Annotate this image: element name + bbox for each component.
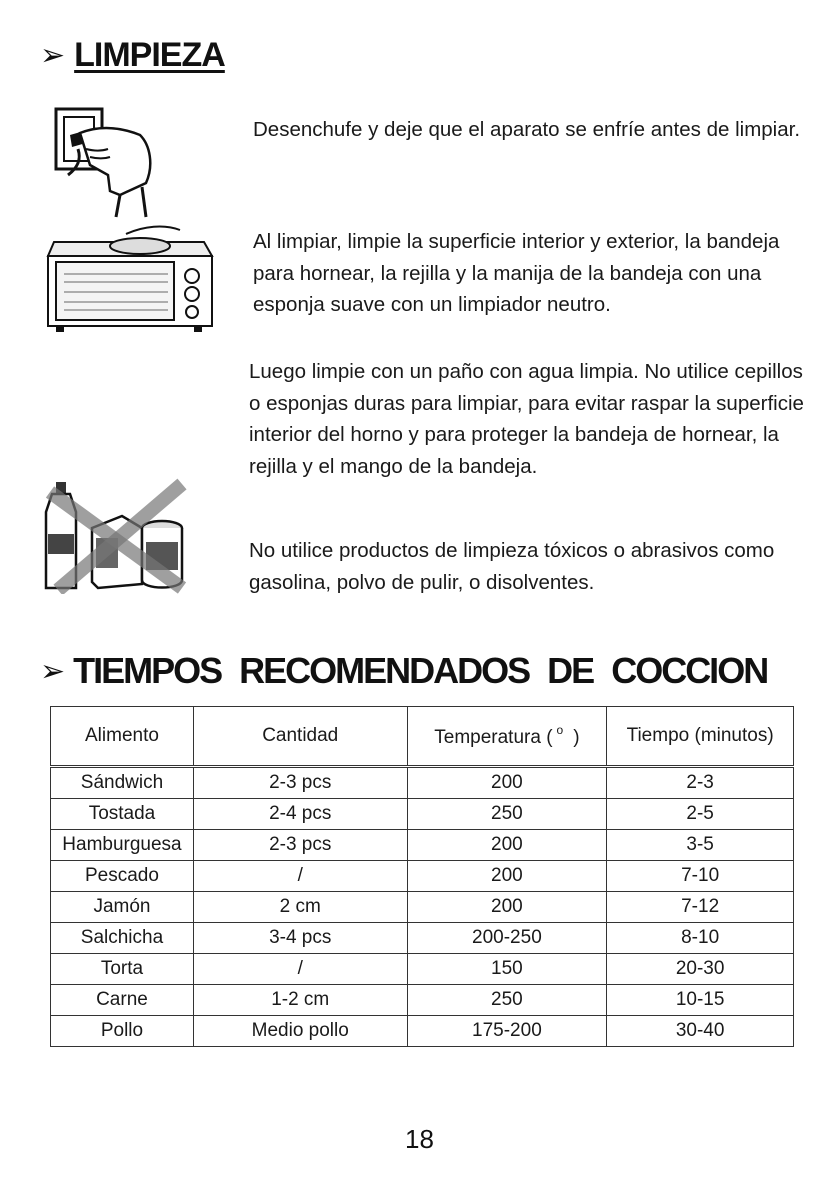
cell-temperature: 200 xyxy=(407,861,607,892)
cell-temperature: 200 xyxy=(407,892,607,923)
cell-food: Tostada xyxy=(51,799,194,830)
table-row xyxy=(51,1016,794,1047)
cell-time: 7-12 xyxy=(607,892,794,923)
instruction-rinse: Luego limpie con un paño con agua limpia. No utilice cepillos o esponjas duras para limpiar, para evitar raspar la superficie interior del horno y para proteger la bandeja de hornear, la rejilla y el mango de la bandeja. xyxy=(249,360,804,478)
cooking-times-table xyxy=(50,706,794,1047)
cell-food: Pollo xyxy=(51,1016,194,1047)
table-row xyxy=(51,892,794,923)
cell-quantity: 2 cm xyxy=(193,892,407,923)
cell-food: Sándwich xyxy=(51,767,194,799)
header-quantity: Cantidad xyxy=(193,707,407,767)
cell-food: Pescado xyxy=(51,861,194,892)
header-temperature xyxy=(407,707,607,767)
cell-quantity: 2-3 pcs xyxy=(193,830,407,861)
table-row xyxy=(51,861,794,892)
table-row xyxy=(51,767,794,799)
unplug-hand-icon xyxy=(50,105,170,220)
instruction-wipe-surfaces: Al limpiar, limpie la superficie interior y exterior, la bandeja para hornear, la rejilla y la manija de la bandeja con una esponja suave con un limpiador neutro. xyxy=(253,230,780,316)
cell-time: 2-5 xyxy=(607,799,794,830)
section-heading-cleaning xyxy=(40,36,225,75)
cell-quantity: 3-4 pcs xyxy=(193,923,407,954)
section-heading-cooking-times xyxy=(40,650,767,692)
table-header-row xyxy=(51,707,794,767)
header-temperature-close: ) xyxy=(573,727,580,748)
cell-food: Torta xyxy=(51,954,194,985)
table-row xyxy=(51,830,794,861)
cell-quantity: / xyxy=(193,954,407,985)
cell-food: Carne xyxy=(51,985,194,1016)
cell-food: Salchicha xyxy=(51,923,194,954)
cell-quantity: Medio pollo xyxy=(193,1016,407,1047)
table-row xyxy=(51,799,794,830)
header-time: Tiempo (minutos) xyxy=(607,707,794,767)
table-row xyxy=(51,985,794,1016)
page-number: 18 xyxy=(405,1124,434,1154)
cell-time: 7-10 xyxy=(607,861,794,892)
cell-time: 2-3 xyxy=(607,767,794,799)
toaster-oven-wipe-icon xyxy=(44,222,220,338)
table-row xyxy=(51,954,794,985)
arrowhead-bullet-icon: ➢ xyxy=(40,654,64,688)
table-row xyxy=(51,923,794,954)
cell-quantity: 2-3 pcs xyxy=(193,767,407,799)
section-title: LIMPIEZA xyxy=(74,36,225,74)
cell-temperature: 250 xyxy=(407,985,607,1016)
arrowhead-bullet-icon: ➢ xyxy=(40,39,65,72)
cell-quantity: 1-2 cm xyxy=(193,985,407,1016)
cell-temperature: 150 xyxy=(407,954,607,985)
cell-temperature: 200-250 xyxy=(407,923,607,954)
cell-time: 3-5 xyxy=(607,830,794,861)
degree-mark: o xyxy=(556,723,564,737)
cell-time: 8-10 xyxy=(607,923,794,954)
cell-quantity: / xyxy=(193,861,407,892)
cell-quantity: 2-4 pcs xyxy=(193,799,407,830)
cell-temperature: 250 xyxy=(407,799,607,830)
warning-no-abrasives: No utilice productos de limpieza tóxicos o abrasivos como gasolina, polvo de pulir, o disolventes. xyxy=(249,539,775,594)
cell-time: 10-15 xyxy=(607,985,794,1016)
cell-time: 20-30 xyxy=(607,954,794,985)
cell-food: Jamón xyxy=(51,892,194,923)
cell-temperature: 200 xyxy=(407,830,607,861)
cell-food: Hamburguesa xyxy=(51,830,194,861)
header-temperature-label: Temperatura ( xyxy=(434,727,553,748)
cell-temperature: 175-200 xyxy=(407,1016,607,1047)
cell-temperature: 200 xyxy=(407,767,607,799)
header-food: Alimento xyxy=(51,707,194,767)
crossed-out-chemicals-icon xyxy=(42,478,192,594)
section-title: TIEMPOS RECOMENDADOS DE COCCION xyxy=(73,650,768,691)
cell-time: 30-40 xyxy=(607,1016,794,1047)
instruction-unplug: Desenchufe y deje que el aparato se enfríe antes de limpiar. xyxy=(253,118,801,141)
